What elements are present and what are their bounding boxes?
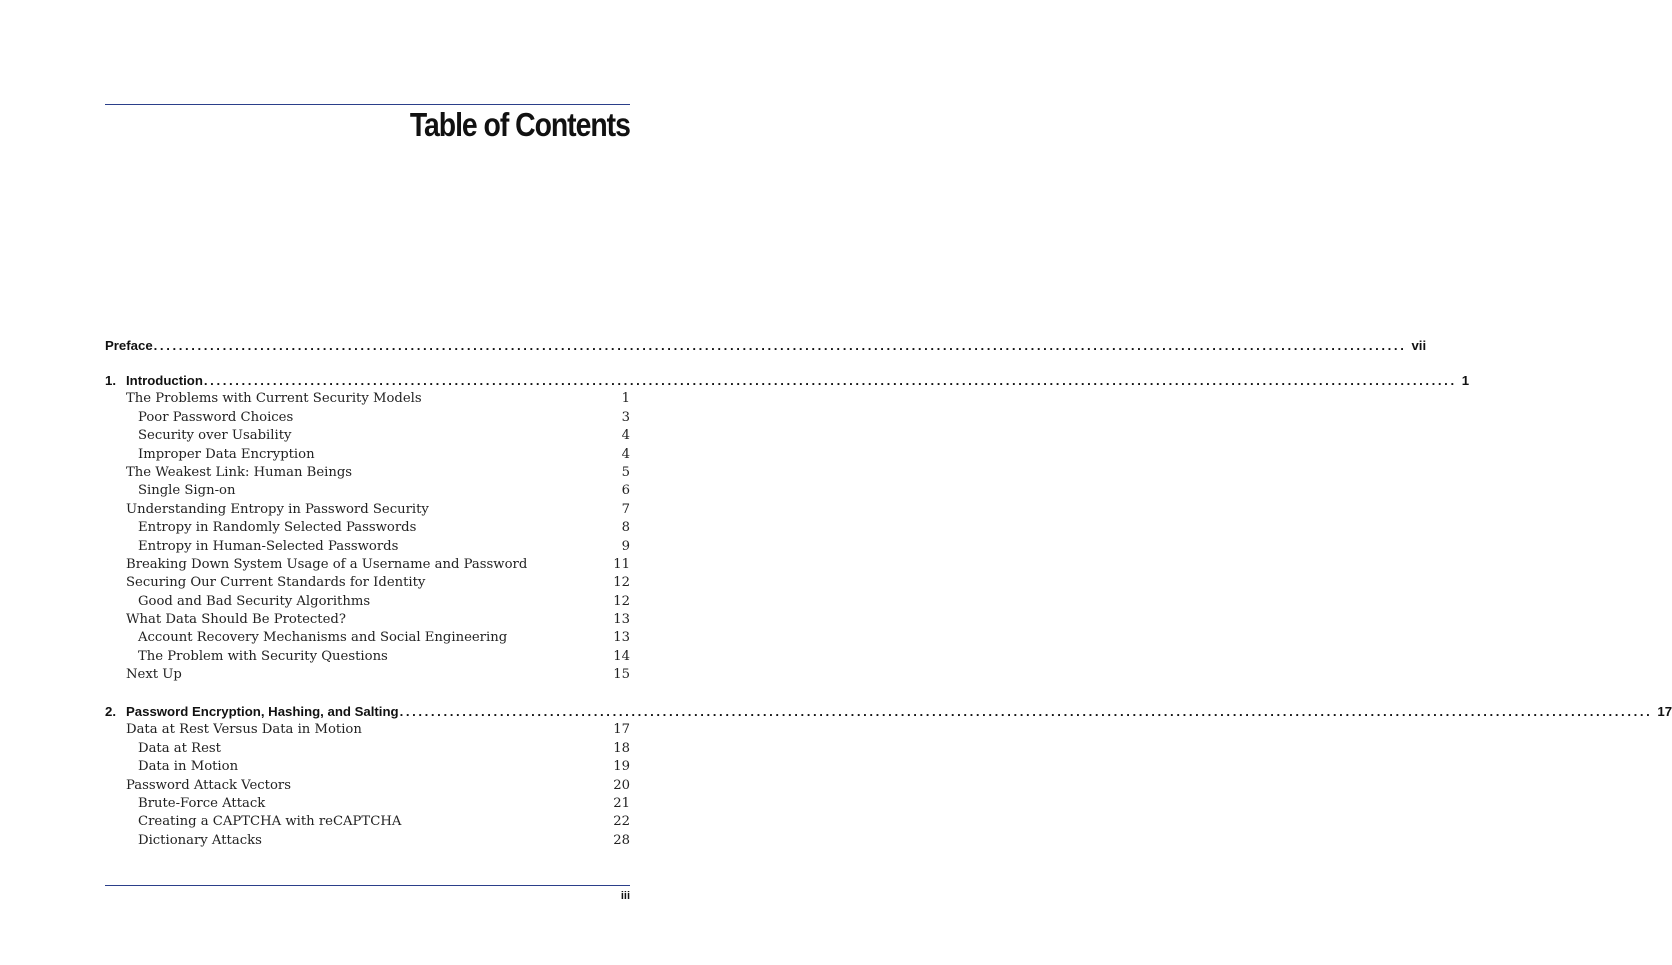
toc-entry-page: 21 — [613, 795, 630, 811]
dot-leader: ........................................................................................................................................................................................................ — [399, 704, 1653, 719]
toc-entry-label: What Data Should Be Protected? — [126, 612, 346, 628]
toc-subentry[interactable] — [105, 409, 630, 427]
toc-subentry[interactable] — [105, 758, 630, 776]
toc-entry-label: Entropy in Human-Selected Passwords — [138, 538, 399, 554]
toc-entry[interactable] — [105, 501, 630, 519]
toc-subentry[interactable] — [105, 832, 630, 850]
toc-subentry[interactable] — [105, 427, 630, 445]
toc-entry-page: 4 — [621, 428, 630, 444]
toc-entry[interactable] — [105, 556, 630, 574]
toc-subentry[interactable] — [105, 740, 630, 758]
toc-subentry[interactable] — [105, 648, 630, 666]
toc-subentry[interactable] — [105, 538, 630, 556]
toc-entry-label: Data at Rest — [138, 740, 221, 756]
toc-entry-label: Breaking Down System Usage of a Username and Password — [126, 556, 528, 572]
toc-preface-page: vii — [1411, 338, 1427, 353]
toc-entry-page: 13 — [613, 630, 630, 646]
chapter-page: 17 — [1657, 704, 1672, 719]
toc-entry[interactable] — [105, 390, 630, 408]
toc-entry-page: 9 — [621, 538, 630, 554]
toc-subentry[interactable] — [105, 593, 630, 611]
toc-entry-label: Creating a CAPTCHA with reCAPTCHA — [138, 814, 402, 830]
toc-entry-label: Securing Our Current Standards for Identity — [126, 575, 426, 591]
chapter-number: 1. — [105, 373, 116, 388]
toc-entry-page: 3 — [621, 409, 630, 425]
toc-entry-label: Entropy in Randomly Selected Passwords — [138, 520, 417, 536]
toc-entry-label: Brute-Force Attack — [138, 795, 266, 811]
toc-entry[interactable] — [105, 777, 630, 795]
toc-entry-page: 8 — [621, 520, 630, 536]
toc-entry-label: Single Sign-on — [138, 483, 236, 499]
toc-entry-label: The Problem with Security Questions — [138, 648, 388, 664]
chapter-title: Password Encryption, Hashing, and Salting — [126, 704, 399, 719]
toc-entry[interactable] — [105, 721, 630, 739]
toc-entry-page: 15 — [613, 667, 630, 683]
chapter-page: 1 — [1461, 373, 1470, 388]
toc-entry-page: 13 — [613, 612, 630, 628]
chapter-heading[interactable] — [105, 372, 1470, 390]
toc-entry-page: 20 — [613, 777, 630, 793]
top-rule — [105, 104, 630, 105]
toc-entry-label: Dictionary Attacks — [138, 832, 262, 848]
toc-subentry[interactable] — [105, 813, 630, 831]
chapter-number: 2. — [105, 704, 116, 719]
bottom-rule — [105, 885, 630, 886]
toc-entry-page: 1 — [621, 391, 630, 407]
chapter-heading[interactable] — [105, 703, 1672, 721]
toc-entry-page: 4 — [621, 446, 630, 462]
toc-chapter-1 — [105, 372, 1470, 685]
toc-subentry[interactable] — [105, 446, 630, 464]
toc-entry-label: Data at Rest Versus Data in Motion — [126, 722, 362, 738]
toc-entry-page: 5 — [621, 464, 630, 480]
toc-entry-page: 18 — [613, 740, 630, 756]
toc-entry-label: Poor Password Choices — [138, 409, 294, 425]
toc-subentry[interactable] — [105, 519, 630, 537]
toc-entry[interactable] — [105, 666, 630, 684]
toc-entry-label: Understanding Entropy in Password Security — [126, 501, 429, 517]
toc-entry-page: 22 — [613, 814, 630, 830]
toc-preface-entry[interactable] — [105, 337, 1427, 355]
toc-entry-label: The Weakest Link: Human Beings — [126, 464, 353, 480]
toc-entry-page: 14 — [613, 648, 630, 664]
toc-entry-page: 6 — [621, 483, 630, 499]
toc-entry-label: Good and Bad Security Algorithms — [138, 593, 371, 609]
toc-entry-label: The Problems with Current Security Models — [126, 391, 422, 407]
toc-entry-page: 7 — [621, 501, 630, 517]
toc-entry[interactable] — [105, 611, 630, 629]
toc-entry-page: 19 — [613, 759, 630, 775]
dot-leader: ........................................................................................................................................................................................................ — [203, 373, 1457, 388]
toc-subentry[interactable] — [105, 629, 630, 647]
toc-entry-label: Data in Motion — [138, 759, 239, 775]
toc-entry[interactable] — [105, 464, 630, 482]
dot-leader: ........................................................................................................................................................................................................ — [153, 338, 1407, 353]
toc-preface — [105, 337, 1427, 355]
toc-entry-label: Password Attack Vectors — [126, 777, 291, 793]
toc-entry-page: 17 — [613, 722, 630, 738]
toc-entry-label: Improper Data Encryption — [138, 446, 315, 462]
toc-preface-label: Preface — [105, 338, 153, 353]
toc-subentry[interactable] — [105, 482, 630, 500]
toc-entry-page: 28 — [613, 832, 630, 848]
toc-entry-page: 12 — [613, 593, 630, 609]
toc-entry-page: 11 — [613, 556, 630, 572]
toc-entry-page: 12 — [613, 575, 630, 591]
chapter-title: Introduction — [126, 373, 203, 388]
toc-entry-label: Next Up — [126, 667, 182, 683]
toc-entry[interactable] — [105, 574, 630, 592]
toc-subentry[interactable] — [105, 795, 630, 813]
toc-chapter-2 — [105, 703, 1672, 850]
toc-entry-label: Account Recovery Mechanisms and Social Engineering — [138, 630, 508, 646]
page-number: iii — [620, 890, 630, 902]
toc-entry-label: Security over Usability — [138, 428, 292, 444]
page-title: Table of Contents — [409, 106, 630, 143]
